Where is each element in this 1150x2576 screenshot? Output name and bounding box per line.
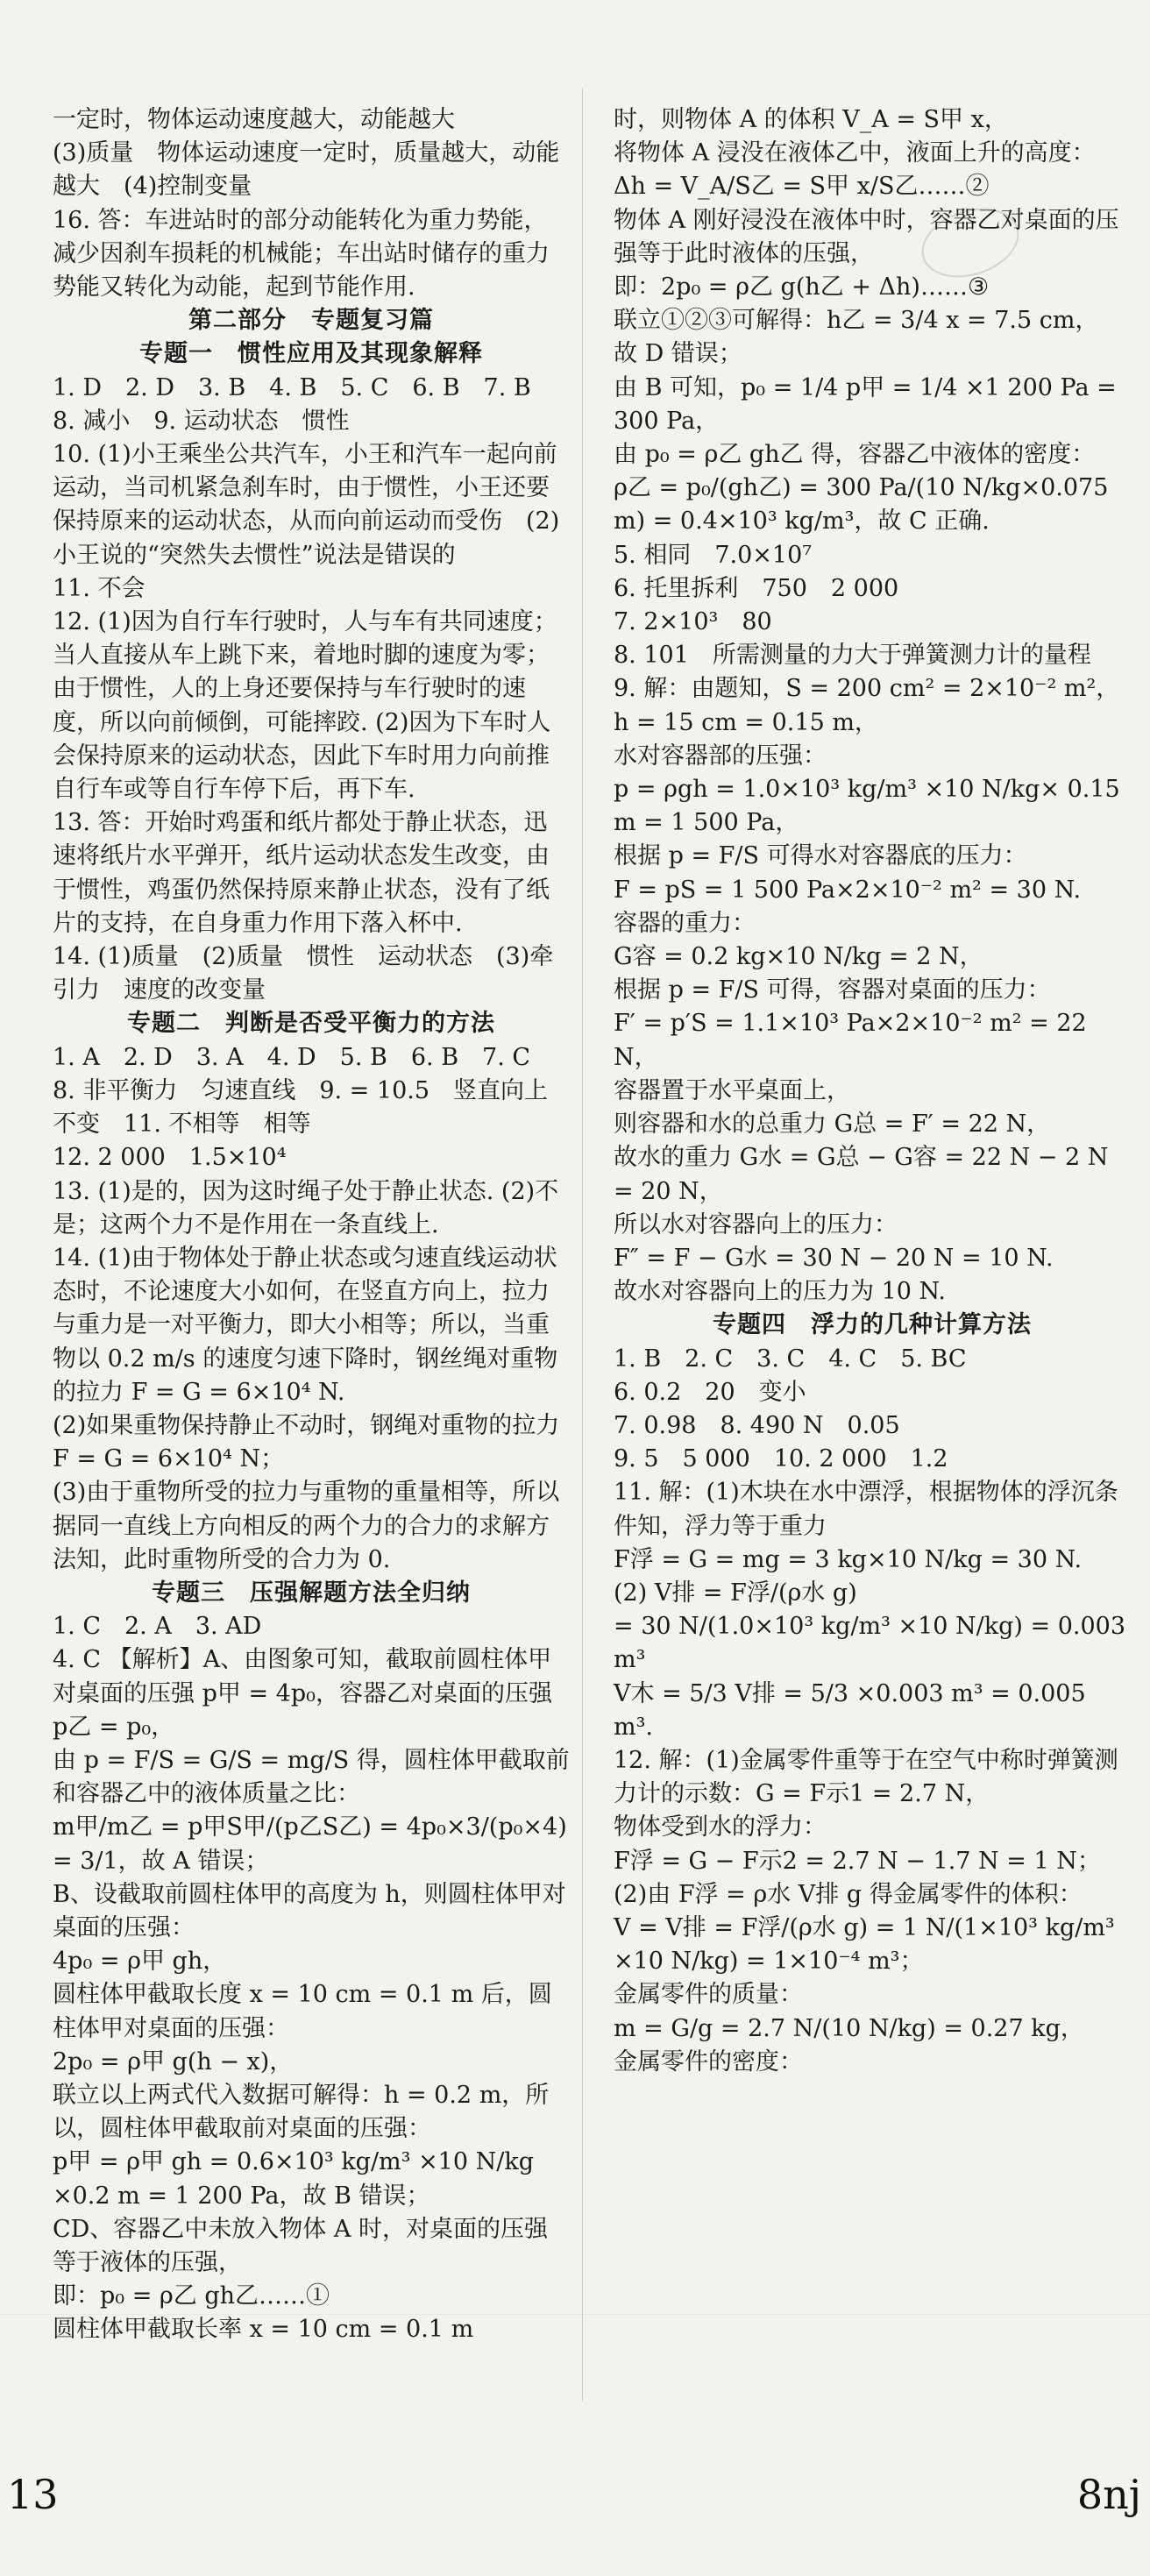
answer-paragraph: 1. A 2. D 3. A 4. D 5. B 6. B 7. C <box>53 1043 531 1071</box>
answer-paragraph: 4p₀ = ρ甲 gh， <box>53 1948 227 1976</box>
answer-paragraph: 8. 非平衡力 匀速直线 9. = 10.5 竖直向上 不变 11. 不相等 相等 <box>53 1076 572 1139</box>
answer-paragraph: 1. D 2. D 3. B 4. B 5. C 6. B 7. B <box>53 373 531 401</box>
answer-paragraph: 2p₀ = ρ甲 g(h − x)， <box>53 2047 294 2076</box>
answer-paragraph: F浮 = G = mg = 3 kg×10 N/kg = 30 N. <box>614 1545 1083 1573</box>
answer-paragraph: 时，则物体 A 的体积 V_A = S甲 x， <box>614 106 1008 133</box>
answer-paragraph: = 30 N/(1.0×10³ kg/m³ ×10 N/kg) = 0.003 m³ <box>614 1613 1133 1674</box>
answer-paragraph: 7. 2×10³ 80 <box>614 608 772 636</box>
answer-paragraph: 即：2p₀ = ρ乙 g(h乙 + Δh)……③ <box>614 273 990 302</box>
answer-paragraph: 8. 101 所需测量的力大于弹簧测力计的量程 <box>614 642 1091 670</box>
answer-paragraph: 所以水对容器向上的压力： <box>614 1210 898 1238</box>
answer-paragraph: (2)由 F浮 = ρ水 V排 g 得金属零件的体积： <box>614 1880 1083 1908</box>
answer-paragraph: (3)由于重物所受的拉力与重物的重量相等，所以据同一直线上方向相反的两个力的合力的求解方法知，此时重物所受的合力为 0. <box>53 1479 560 1573</box>
answer-paragraph: 金属零件的密度： <box>614 2047 803 2076</box>
answer-paragraph: 4. C 【解析】A、由图象可知，截取前圆柱体甲对桌面的压强 p甲 = 4p₀，容器乙对桌面的压强 p乙 = p₀， <box>53 1646 560 1741</box>
answer-paragraph: 一定时，物体运动速度越大，动能越大 <box>53 106 455 133</box>
answer-paragraph: 由 p₀ = ρ乙 gh乙 得，容器乙中液体的密度： <box>614 441 1096 469</box>
answer-paragraph: 9. 解：由题知，S = 200 cm² = 2×10⁻² m²，h = 15 cm = 0.15 m， <box>614 675 1120 736</box>
answer-paragraph: p = ρgh = 1.0×10³ kg/m³ ×10 N/kg× 0.15 m = 1 500 Pa， <box>614 776 1128 837</box>
answer-paragraph: 6. 0.2 20 变小 <box>614 1378 806 1406</box>
answer-paragraph: 联立①②③可解得：h乙 = 3/4 x = 7.5 cm， <box>614 307 1099 335</box>
answer-paragraph: 容器置于水平桌面上， <box>614 1076 850 1104</box>
answer-paragraph: (3)质量 物体运动速度一定时，质量越大，动能越大 (4)控制变量 <box>53 139 560 201</box>
answer-paragraph: 故 D 错误； <box>614 340 742 368</box>
column-divider <box>582 88 583 2402</box>
answer-paragraph: 圆柱体甲截取长度 x = 10 cm = 0.1 m 后，圆柱体甲对桌面的压强： <box>53 1981 552 2042</box>
section-heading: 专题三 压强解题方法全归纳 <box>152 1579 471 1607</box>
answer-paragraph: 联立以上两式代入数据可解得：h = 0.2 m，所以，圆柱体甲截取前对桌面的压强： <box>53 2081 550 2143</box>
answer-paragraph: 由 p = F/S = G/S = mg/S 得，圆柱体甲截取前和容器乙中的液体质量之比： <box>53 1746 570 1808</box>
answer-paragraph: CD、容器乙中未放入物体 A 时，对桌面的压强等于液体的压强， <box>53 2215 548 2276</box>
answer-paragraph: 12. 2 000 1.5×10⁴ <box>53 1144 287 1172</box>
answer-paragraph: 故水的重力 G水 = G总 − G容 = 22 N − 2 N = 20 N， <box>614 1144 1116 1205</box>
answer-paragraph: F″ = F − G水 = 30 N − 20 N = 10 N. <box>614 1244 1054 1272</box>
right-column <box>614 103 1131 2079</box>
answer-paragraph: 则容器和水的总重力 G总 = F′ = 22 N， <box>614 1111 1051 1139</box>
answer-paragraph: (2)如果重物保持静止不动时，钢绳对重物的拉力 F = G = 6×10⁴ N； <box>53 1411 567 1473</box>
answer-paragraph: F = pS = 1 500 Pa×2×10⁻² m² = 30 N. <box>614 876 1082 904</box>
answer-paragraph: 9. 5 5 000 10. 2 000 1.2 <box>614 1445 948 1473</box>
answer-paragraph: 6. 托里拆利 750 2 000 <box>614 574 899 602</box>
answer-paragraph: 水对容器部的压强： <box>614 742 827 770</box>
answer-paragraph: 14. (1)由于物体处于静止状态或匀速直线运动状态时，不论速度大小如何，在竖直方向上，拉力与重力是一对平衡力，即大小相等；所以，当重物以 0.2 m/s 的速度匀速下降时，钢丝绳对重物的拉力 F = G = 6×10⁴ N. <box>53 1244 558 1406</box>
left-column <box>53 103 575 2347</box>
answer-paragraph: (2) V排 = F浮/(ρ水 g) <box>614 1579 857 1607</box>
answer-paragraph: p甲 = ρ甲 gh = 0.6×10³ kg/m³ ×10 N/kg ×0.2 m = 1 200 Pa，故 B 错误； <box>53 2148 542 2210</box>
answer-paragraph: m = G/g = 2.7 N/(10 N/kg) = 0.27 kg， <box>614 2014 1084 2042</box>
page-fold-shadow <box>0 2314 1150 2315</box>
section-heading: 第二部分 专题复习篇 <box>188 307 434 335</box>
answer-paragraph: 13. (1)是的，因为这时绳子处于静止状态. (2)不是；这两个力不是作用在一条直线上. <box>53 1177 559 1238</box>
right-page-number: 8nj <box>1076 2471 1141 2518</box>
answer-paragraph: 物体受到水的浮力： <box>614 1813 827 1842</box>
answer-paragraph: 12. (1)因为自行车行驶时，人与车有共同速度；当人直接从车上跳下来，着地时脚的速度为零；由于惯性，人的上身还要保持与车行驶时的速度，所以向前倾倒，可能摔跤. (2)因为下车时人会保持原来的运动状态，因此下车时用力向前推自行车或等自行车停下后，再下车. <box>53 608 557 804</box>
section-heading: 专题二 判断是否受平衡力的方法 <box>127 1010 495 1038</box>
answer-paragraph: 14. (1)质量 (2)质量 惯性 运动状态 (3)牵引力 速度的改变量 <box>53 943 554 1004</box>
answer-paragraph: m甲/m乙 = p甲S甲/(p乙S乙) = 4p₀×3/(p₀×4) = 3/1，故 A 错误； <box>53 1813 575 1875</box>
answer-paragraph: 11. 解：(1)木块在水中漂浮，根据物体的浮沉条件知，浮力等于重力 <box>614 1479 1118 1540</box>
answer-paragraph: 金属零件的质量： <box>614 1981 803 2009</box>
answer-paragraph: 即：p₀ = ρ乙 gh乙……① <box>53 2282 330 2310</box>
answer-paragraph: V木 = 5/3 V排 = 5/3 ×0.003 m³ = 0.005 m³. <box>614 1679 1094 1741</box>
answer-paragraph: 根据 p = F/S 可得水对容器底的压力： <box>614 842 1027 870</box>
answer-paragraph: 1. B 2. C 3. C 4. C 5. BC <box>614 1345 967 1373</box>
section-heading: 专题一 惯性应用及其现象解释 <box>139 340 483 368</box>
answer-paragraph: 将物体 A 浸没在液体乙中，液面上升的高度： <box>614 139 1096 167</box>
answer-paragraph: 圆柱体甲截取长率 x = 10 cm = 0.1 m <box>53 2316 474 2344</box>
answer-paragraph: 7. 0.98 8. 490 N 0.05 <box>614 1411 900 1439</box>
answer-paragraph: ρ乙 = p₀/(gh乙) = 300 Pa/(10 N/kg×0.075 m) = 0.4×10³ kg/m³，故 C 正确. <box>614 474 1117 536</box>
answer-paragraph: B、设截取前圆柱体甲的高度为 h，则圆柱体甲对桌面的压强： <box>53 1880 566 1941</box>
answer-paragraph: Δh = V_A/S乙 = S甲 x/S乙……② <box>614 173 990 201</box>
answer-paragraph: F′ = p′S = 1.1×10³ Pa×2×10⁻² m² = 22 N， <box>614 1010 1095 1071</box>
answer-paragraph: 11. 不会 <box>53 574 146 602</box>
answer-paragraph: G容 = 0.2 kg×10 N/kg = 2 N， <box>614 943 983 971</box>
answer-paragraph: 故水对容器向上的压力为 10 N. <box>614 1278 947 1306</box>
answer-paragraph: 12. 解：(1)金属零件重等于在空气中称时弹簧测力计的示数：G = F示1 = 2.7 N， <box>614 1746 1118 1808</box>
answer-paragraph: 5. 相同 7.0×10⁷ <box>614 541 813 569</box>
answer-paragraph: F浮 = G − F示2 = 2.7 N − 1.7 N = 1 N； <box>614 1847 1101 1875</box>
answer-paragraph: 由 B 可知，p₀ = 1/4 p甲 = 1/4 ×1 200 Pa = 300 Pa， <box>614 373 1125 435</box>
answer-paragraph: 根据 p = F/S 可得，容器对桌面的压力： <box>614 976 1051 1004</box>
answer-paragraph: 10. (1)小王乘坐公共汽车，小王和汽车一起向前运动，当司机紧急刹车时，由于惯性，小王还要保持原来的运动状态，从而向前运动而受伤 (2)小王说的“突然失去惯性”说法是错误的 <box>53 441 560 569</box>
answer-paragraph: 物体 A 刚好浸没在液体中时，容器乙对桌面的压强等于此时液体的压强， <box>614 206 1119 267</box>
answer-paragraph: 13. 答：开始时鸡蛋和纸片都处于静止状态，迅速将纸片水平弹开，纸片运动状态发生改变，由于惯性，鸡蛋仍然保持原来静止状态，没有了纸片的支持，在自身重力作用下落入杯中. <box>53 809 550 937</box>
answer-paragraph: 1. C 2. A 3. AD <box>53 1613 262 1641</box>
answer-paragraph: 8. 减小 9. 运动状态 惯性 <box>53 407 350 435</box>
answer-paragraph: 16. 答：车进站时的部分动能转化为重力势能，减少因刹车损耗的机械能；车出站时储存的重力势能又转化为动能，起到节能作用. <box>53 206 550 302</box>
left-page-number: 13 <box>7 2471 59 2518</box>
answer-paragraph: 容器的重力： <box>614 909 756 937</box>
answer-paragraph: V = V排 = F浮/(ρ水 g) = 1 N/(1×10³ kg/m³ ×10 N/kg) = 1×10⁻⁴ m³； <box>614 1913 1123 1976</box>
section-heading: 专题四 浮力的几种计算方法 <box>713 1311 1032 1339</box>
